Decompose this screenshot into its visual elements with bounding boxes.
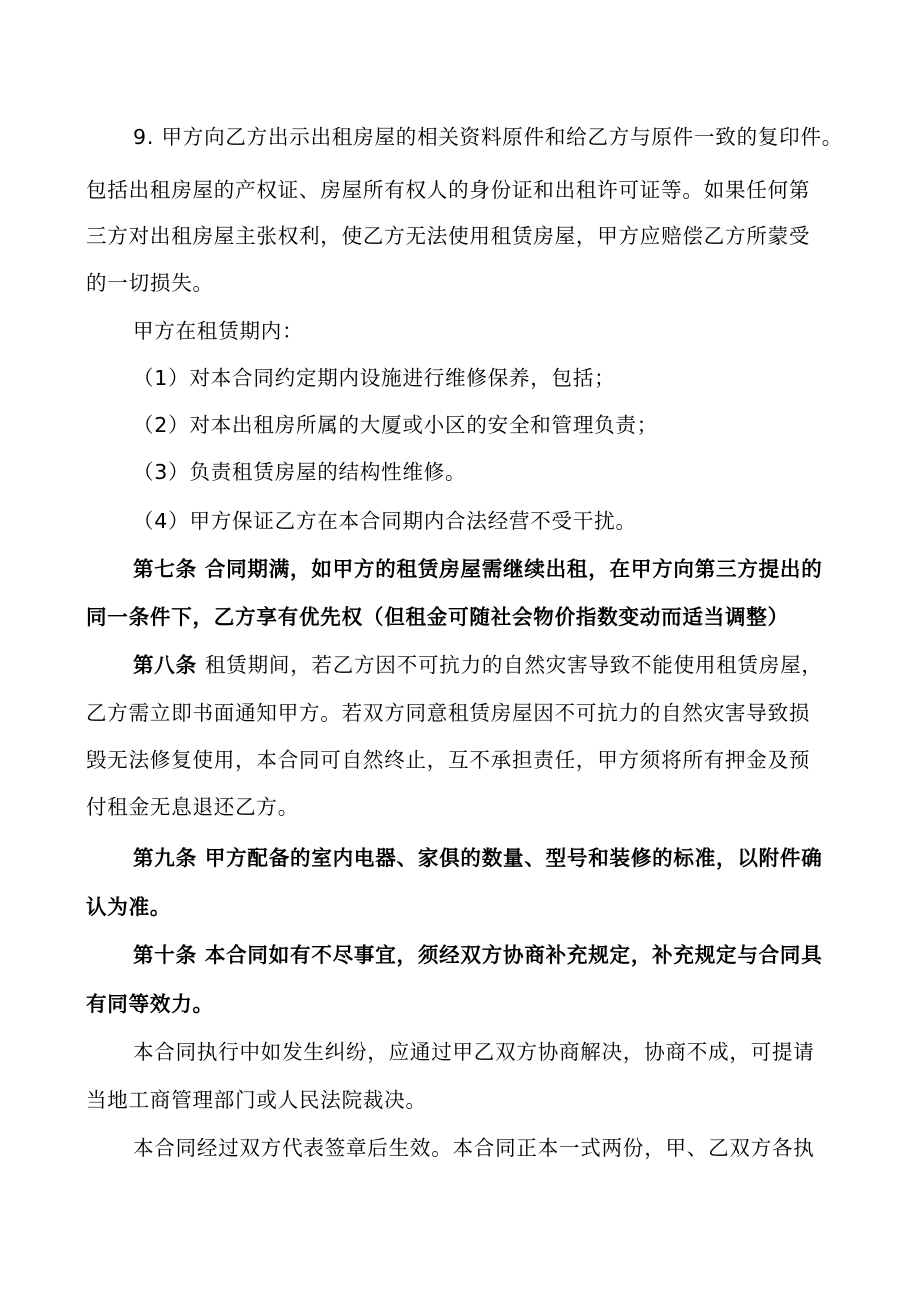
article-8-line-3: 毁无法修复使用，本合同可自然终止，互不承担责任，甲方须将所有押金及预: [86, 748, 811, 772]
paragraph-9-line-2: 包括出租房屋的产权证、房屋所有权人的身份证和出租许可证等。如果任何第: [86, 178, 811, 202]
paragraph-9-line-3: 三方对出租房屋主张权利，使乙方无法使用租赁房屋，甲方应赔偿乙方所蒙受: [86, 224, 811, 248]
article-8-title: 第八条: [133, 653, 197, 677]
dispute-line-1: 本合同执行中如发生纠纷，应通过甲乙双方协商解决，协商不成，可提请: [133, 1040, 815, 1064]
dispute-line-2: 当地工商管理部门或人民法院裁决。: [86, 1088, 427, 1112]
effectiveness-line-1: 本合同经过双方代表签章后生效。本合同正本一式两份，甲、乙双方各执: [133, 1136, 815, 1160]
article-9-line-2: 认为准。: [86, 895, 172, 919]
article-7-line-1: 第七条 合同期满，如甲方的租赁房屋需继续出租，在甲方向第三方提出的: [133, 557, 823, 581]
article-8-line-2: 乙方需立即书面通知甲方。若双方同意租赁房屋因不可抗力的自然灾害导致损: [86, 701, 811, 725]
article-8-line-1: 租赁期间，若乙方因不可抗力的自然灾害导致不能使用租赁房屋，: [205, 653, 823, 677]
article-8-line-4: 付租金无息退还乙方。: [86, 795, 299, 819]
article-10-line-2: 有同等效力。: [86, 992, 214, 1016]
article-10-line-1: 第十条 本合同如有不尽事宜，须经双方协商补充规定，补充规定与合同具: [133, 943, 823, 967]
duty-item-3: （3）负责租赁房屋的结构性维修。: [133, 460, 467, 484]
paragraph-9-line-1: 9. 甲方向乙方出示出租房屋的相关资料原件和给乙方与原件一致的复印件。: [133, 125, 844, 149]
duty-item-2: （2）对本出租房所属的大厦或小区的安全和管理负责；: [133, 413, 659, 437]
article-7-line-2: 同一条件下，乙方享有优先权（但租金可随社会物价指数变动而适当调整）: [86, 605, 789, 629]
article-9-line-1: 第九条 甲方配备的室内电器、家俱的数量、型号和装修的标准，以附件确: [133, 846, 823, 870]
duty-item-4: （4）甲方保证乙方在本合同期内合法经营不受干扰。: [133, 509, 637, 533]
paragraph-9-line-4: 的一切损失。: [86, 271, 214, 295]
lessor-duties-heading: 甲方在租赁期内：: [133, 319, 304, 343]
duty-item-1: （1）对本合同约定期内设施进行维修保养，包括；: [133, 366, 616, 390]
